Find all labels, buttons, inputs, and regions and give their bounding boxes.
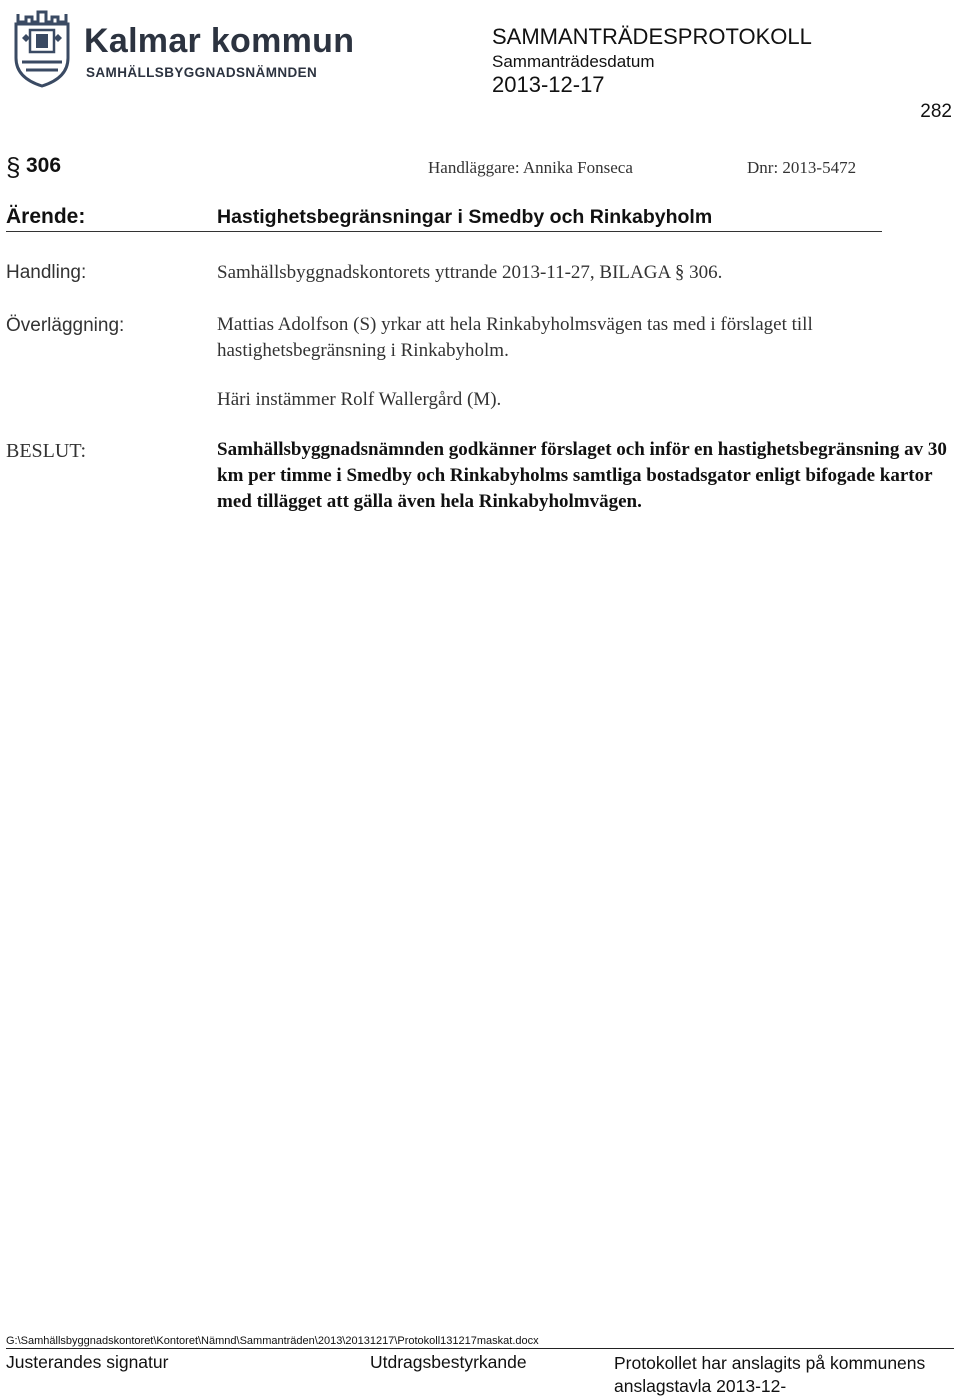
meeting-date-label: Sammanträdesdatum: [492, 52, 655, 71]
overlaggning-text: Mattias Adolfson (S) yrkar att hela Rinkabyholmsvägen tas med i förslaget till hastighetsbegränsning i Rinkabyholm.: [217, 314, 813, 361]
page-number: 282: [920, 101, 952, 122]
arende-title: Hastighetsbegränsningar i Smedby och Rinkabyholm: [217, 206, 713, 228]
overlaggning-text-2: Häri instämmer Rolf Wallergård (M).: [217, 389, 502, 410]
document-type: SAMMANTRÄDESPROTOKOLL: [492, 24, 812, 49]
arende-underline: [6, 231, 882, 232]
signature-label: Justerandes signatur: [6, 1352, 169, 1372]
org-department: SAMHÄLLSBYGGNADSNÄMNDEN: [86, 65, 318, 80]
handling-text: Samhällsbyggnadskontorets yttrande 2013-11-27, BILAGA § 306.: [217, 262, 723, 283]
handling-label: Handling:: [6, 262, 87, 283]
case-handler: Handläggare: Annika Fonseca: [428, 158, 633, 177]
footer-divider: [6, 1348, 954, 1349]
beslut-text: Samhällsbyggnadsnämnden godkänner förslaget och inför en hastighetsbegränsning av 30 km per timme i Smedby och Rinkabyholms samtliga bostadsgator enligt bifogade kartor med tillägget att gälla även hela Rinkabyholmvägen.: [217, 439, 947, 512]
extract-label: Utdragsbestyrkande: [370, 1352, 527, 1372]
kalmar-crest-logo: [8, 8, 76, 88]
beslut-label: BESLUT:: [6, 440, 87, 462]
notice-text: Protokollet har anslagits på kommunens anslagstavla 2013-12-: [614, 1353, 926, 1396]
arende-label: Ärende:: [6, 205, 86, 228]
org-name: Kalmar kommun: [84, 22, 355, 60]
overlaggning-label: Överläggning:: [6, 315, 125, 336]
section-symbol: §: [6, 152, 21, 182]
file-path: G:\Samhällsbyggnadskontoret\Kontoret\Nämnd\Sammanträden\2013\20131217\Protokoll131217maskat.docx: [6, 1335, 539, 1347]
meeting-date: 2013-12-17: [492, 72, 605, 97]
case-dnr: Dnr: 2013-5472: [747, 158, 857, 177]
case-number: 306: [26, 154, 62, 177]
